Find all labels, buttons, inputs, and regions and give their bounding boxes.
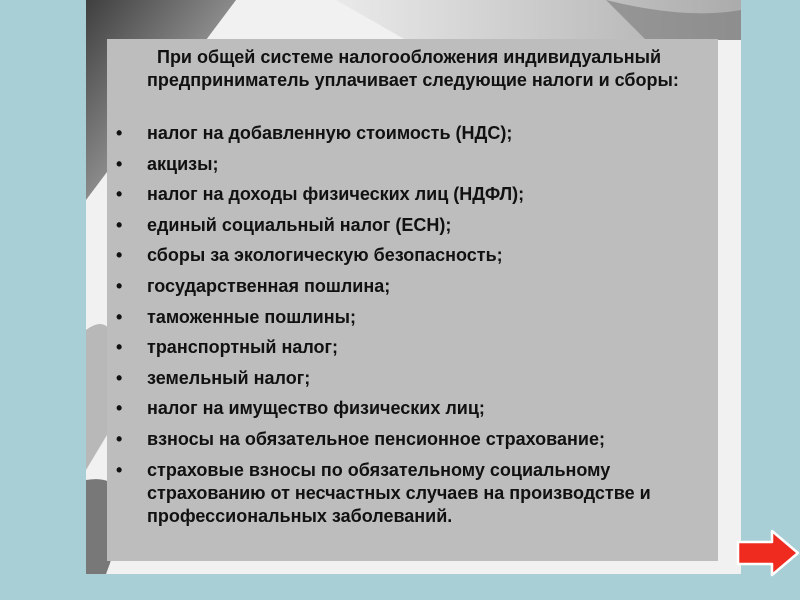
list-item-text: государственная пошлина;	[147, 275, 391, 296]
list-item	[107, 244, 718, 267]
tax-list	[107, 122, 718, 535]
list-item-text: акцизы;	[147, 153, 219, 174]
list-item	[107, 336, 718, 359]
bullet-icon: •	[116, 428, 123, 449]
bullet-icon: •	[116, 398, 123, 419]
list-item	[107, 122, 718, 145]
list-item-text: транспортный налог;	[147, 337, 339, 358]
right-arrow-icon	[738, 531, 798, 575]
bullet-icon: •	[116, 123, 123, 143]
bullet-icon: •	[116, 275, 123, 296]
bullet-icon: •	[116, 367, 123, 388]
slide-frame	[86, 0, 741, 574]
bullet-icon: •	[116, 459, 123, 480]
list-item	[107, 214, 718, 237]
next-slide-button[interactable]	[735, 528, 800, 578]
list-item-text: земельный налог;	[147, 367, 311, 388]
list-item-text: страховые взносы по обязательному социальному страхованию от несчастных случаев на производстве и профессиональных заболеваний.	[147, 459, 651, 526]
list-item	[107, 306, 718, 329]
list-item-text: сборы за экологическую безопасность;	[147, 245, 503, 266]
bullet-icon: •	[116, 184, 123, 205]
list-item	[107, 428, 718, 451]
list-item-text: налог на имущество физических лиц;	[147, 398, 485, 419]
list-item	[107, 153, 718, 176]
text-panel	[107, 39, 718, 561]
bullet-icon: •	[116, 245, 123, 266]
list-item	[107, 459, 718, 528]
intro-text: При общей системе налогообложения индивидуальный предприниматель уплачивает следующие налоги и сборы:	[147, 47, 679, 90]
list-item	[107, 367, 718, 390]
list-item-text: таможенные пошлины;	[147, 306, 356, 327]
list-item	[107, 275, 718, 298]
list-item	[107, 183, 718, 206]
list-item-text: взносы на обязательное пенсионное страхование;	[147, 428, 605, 449]
list-item-text: единый социальный налог (ЕСН);	[147, 214, 452, 235]
bullet-icon: •	[116, 337, 123, 358]
bullet-icon: •	[116, 153, 123, 174]
list-item	[107, 397, 718, 420]
list-item-text: налог на доходы физических лиц (НДФЛ);	[147, 184, 525, 205]
list-item-text: налог на добавленную стоимость (НДС);	[147, 123, 513, 143]
bullet-icon: •	[116, 306, 123, 327]
bullet-icon: •	[116, 214, 123, 235]
